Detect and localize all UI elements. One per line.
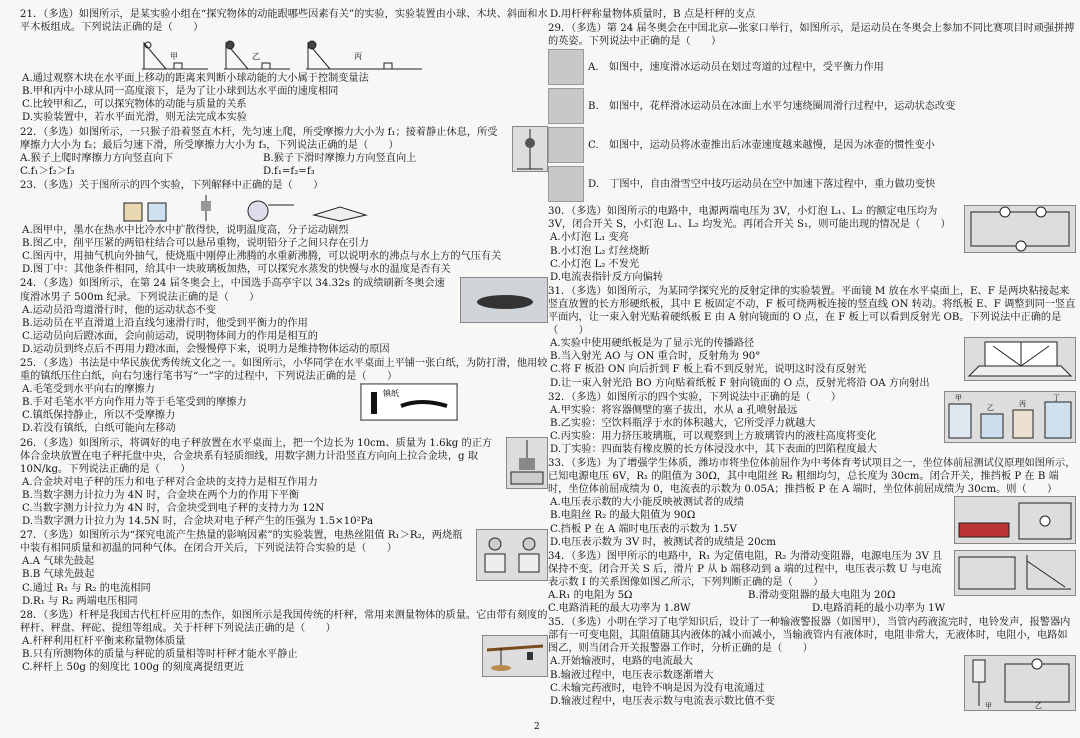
variable-resistor-circuit-figure [954,550,1076,596]
option-c: C.f₁＞f₂＞f₃ [20,165,75,177]
option-a: A. 如图中，速度滑冰运动员在划过弯道的过程中，受平衡力作用 [588,61,884,73]
question-23-figure [120,193,548,223]
question-stem: 33．（多选）为了增强学生体质，潍坊市将坐位体前屈作为中考体育考试项目之一，坐位体前屈测试仪原理如图所示，已知电源电压 6V，R₁ 的阻值为 30Ω，其中电阻丝 R₂ 粗细均匀，总长度为 30cm。闭合开关，推挡板 P 在 B 端时，坐位体前屈成绩为 0，电流表的示数为 0.05A；推挡板 P 在 A 端时，坐位体前屈成绩为 30cm。则（ ） [548,458,1076,496]
option-d: D.电流表指针反方向偏转 [550,271,663,283]
figure-label-yi: 乙 [987,403,994,412]
question-stem: 22．（多选）如图所示，一只猴子沿着竖直木杆，先匀速上爬，所受摩擦力大小为 f₁；接着静止休息，所受摩擦力大小为 f₂；最后匀速下滑，所受摩擦力大小为 f₃，下列说法正确的是（ ） [20,126,498,151]
option-d: D.电路消耗的最小功率为 1W [812,603,946,615]
heating-flask-figure [476,529,548,581]
curling-photo [548,127,584,163]
option-a: A.毛笔受到水平向右的摩擦力 [22,384,155,396]
option-b: B.B 气球先鼓起 [22,569,95,581]
question-stem: 25．（多选）书法是中华民族优秀传统文化之一。如图所示，小华同学在水平桌面上平铺一张白纸，为防打滑，他用较重的镇纸压住白纸，向右匀速行笔书写“一”字的过程中，下列说法正确的是（ ） [20,357,548,383]
question-stem: 24．（多选）如图所示，在第 24 届冬奥会上，中国选手高亭宇以 34.32s 的成绩刷新冬奥会速度滑冰男子 500m 纪录。下列说法正确的是（ ） [20,278,445,303]
figure-label-ding: 丁 [1053,393,1060,402]
option-c: C.镇纸保持静止，所以不受摩擦力 [22,410,176,422]
option-a: A.开始输液时，电路的电流最大 [550,656,694,668]
option-c: C.丙实验：用力挤压玻璃瓶，可以观察到上方玻璃管内的液柱高度将变化 [550,430,877,442]
option-b: B.只有所测物体的质量与秤砣的质量相等时杆秤才能水平静止 [22,649,298,661]
option-b: B.猴子下滑时摩擦力方向竖直向上 [263,152,417,164]
option-b: B.滑动变阻器的最大电阻为 20Ω [748,590,896,601]
question-30 [548,205,1076,284]
option-d: D. 丁图中，自由滑雪空中技巧运动员在空中加速下落过程中，重力做功变快 [588,178,936,190]
steelyard-figure [482,635,548,677]
glass-plate-figure [310,193,370,223]
incline-figure-yi [222,37,292,71]
monkey-pole-figure [512,126,548,172]
figure-label-yi: 乙 [1035,702,1042,711]
speed-skater-photo [460,277,548,323]
question-stem: 28．（多选）杆秤是我国古代杠杆应用的杰作，如图所示是我国传统的杆秤，常用来测量物体的质量。它由带有刻度的秤杆、秤盘、秤砣、提纽等组成。关于杆秤下列说法正确的是（ ） [20,609,548,634]
question-28 [20,609,548,674]
option-b: B.甲和丙中小球从同一高度滚下，是为了让小球到达水平面的速度相同 [22,86,339,98]
question-stem: 32．（多选）如图所示的四个实验，下列说法中正确的是（ ） [548,391,842,403]
question-35 [548,616,1076,711]
option-a: A.图甲中，墨水在热水中比冷水中扩散得快，说明温度高，分子运动剧烈 [22,225,349,237]
question-22 [20,126,548,178]
question-stem: 31．（多选）如图所示，为某同学探究光的反射定律的实验装置。平面镜 M 放在水平桌面上，E、F 是两块粘接起来竖直放置的长方形硬纸板，其中 E 板固定不动，F 板可绕两板连接的竖直线 ON 转动。将纸板 E、F 调整到同一竖直平面内，让一束入射光贴着硬纸板 E 由 A 射向镜面的 O 点，在 F 板上可以看到反射光 OB。下列说法中正确的是（ ） [548,285,1076,337]
option-b: B.电阻丝 R₂ 的最大阻值为 90Ω [550,510,696,522]
option-a: A.R₁ 的电阻为 5Ω [548,590,633,601]
question-stem: 29．（多选）第 24 届冬奥会在中国北京—张家口举行，如图所示，是运动员在冬奥会上参加不同比赛项目时顽强拼搏的英姿。下列说法中正确的是（ ） [548,23,1075,48]
option-d: D.f₁=f₂=f₃ [263,165,315,177]
option-b: B. 如图中，花样滑冰运动员在冰面上水平匀速绕圈周滑行过程中，运动状态改变 [588,100,956,112]
option-b: B.手对毛笔水平方向作用力等于毛笔受到的摩擦力 [22,397,247,409]
reflection-setup-diagram [964,337,1076,381]
aerial-skiing-photo [548,166,584,202]
option-b: B.当入射光 AO 与 ON 重合时，反射角为 90° [550,351,761,363]
question-29 [548,22,1076,202]
beaker-figure [120,193,174,223]
option-c: C.比较甲和乙，可以探究物体的动能与质量的关系 [22,99,247,111]
option-b: B.输液过程中，电压表示数逐渐增大 [550,669,714,681]
option-a: A.甲实验：将容器侧壁的塞子拔出，水从 a 孔喷射最远 [550,404,798,416]
question-34 [548,550,1076,615]
flask-figure [238,193,298,223]
figure-label-jia: 甲 [985,702,992,711]
option-a: A.杆秤利用杠杆平衡来称量物体质量 [22,635,186,647]
option-c: C.运动员向后蹬冰面，会向前运动，说明物体间力的作用是相互的 [22,330,318,342]
incline-figure-bing [304,37,424,71]
option-c: C.秤杆上 50g 的刻度比 100g 的刻度离提纽更近 [22,662,244,674]
option-a: A.小灯泡 L₁ 变亮 [550,232,629,244]
figure-skating-photo [548,88,584,124]
question-stem: 34．（多选）图甲所示的电路中，R₁ 为定值电阻，R₂ 为滑动变阻器，电源电压为 3V 且保持不变。闭合开关 S 后，滑片 P 从 b 端移动到 a 端的过程中，电压表示数 U 与电流表示数 I 的关系图像如图乙所示，下列判断正确的是（ ） [548,550,943,588]
option-d: D.丁实验：四面装有橡皮膜的长方体浸没水中，其下表面的凹陷程度最大 [550,443,877,455]
infusion-alarm-figure [964,655,1076,711]
option-a: A.通过观察木块在水平面上移动的距离来判断小球动能的大小属于控制变量法 [22,73,369,85]
figure-label-bing: 丙 [1019,399,1026,408]
option-d: D.电压表示数为 3V 时，被测试者的成绩是 20cm [550,536,776,548]
question-25 [20,357,548,436]
option-b: B.当数字测力计拉力为 4N 时，合金块在两个力的作用下平衡 [22,489,300,501]
question-32 [548,391,1076,456]
option-c: C.电路消耗的最大功率为 1.8W [548,603,691,615]
lead-cylinder-figure [186,193,226,223]
question-31 [548,285,1076,390]
option-d: D.R₁ 与 R₂ 两端电压相同 [22,595,138,607]
question-stem: 21．（多选）如图所示，是某实验小组在“探究物体的动能跟哪些因素有关”的实验，实验装置由小球、木块、斜面和水平木板组成。下列说法正确的是（ ） [20,9,548,34]
question-stem: 27．（多选）如图所示为“探究电流产生热量的影响因素”的实验装置，电热丝阻值 R₁＞R₂，两烧瓶中装有相同质量和初温的同种气体。在闭合开关后，下列说法符合实验的是（ ） [20,530,463,555]
figure-label-yi: 乙 [252,52,260,62]
question-21 [20,8,548,125]
option-a: A.A 气球先鼓起 [22,556,95,568]
option-d: D.实验装置中，若水平面光滑，则无法完成本实验 [22,112,247,124]
right-column [548,8,1076,711]
speed-skating-photo [548,49,584,85]
option-c: C.当数字测力计拉力为 4N 时，合金块受到电子秤的支持力为 12N [22,503,325,514]
left-column [20,8,548,677]
option-b: B.图乙中，削平压紧的两铅柱结合可以悬吊重物，说明铅分子之间只存在引力 [22,238,369,250]
figure-label-jia: 甲 [170,52,178,62]
option-c: C. 如图中，运动员将冰壶推出后冰壶速度越来越慢，是因为冰壶的惯性变小 [588,139,935,151]
option-b: B.运动员在平直滑道上沿直线匀速滑行时，他受到平衡力的作用 [22,317,308,329]
option-c: C.将 F 板沿 ON 向后折到 F 板上看不到反射光，说明这时没有反射光 [550,364,867,376]
option-a: A.运动员沿弯道滑行时，他的运动状态不变 [22,304,216,316]
electronic-scale-figure [506,437,548,489]
option-a: A.猴子上爬时摩擦力方向竖直向下 [20,152,174,164]
brush-paperweight-figure [360,383,458,421]
option-d: D.输液过程中，电压表示数与电流表示数比值不变 [550,695,775,707]
question-24 [20,277,548,356]
option-c: C.图丙中，用抽气机向外抽气，使烧瓶中刚停止沸腾的水重新沸腾，可以说明水的沸点与水上方的气压有关 [22,251,502,263]
option-b: B.乙实验：空饮料瓶浮于水的体积越大，它所受浮力就越大 [550,417,816,429]
option-d: D.图丁中：其他条件相同，给其中一块玻璃板加热，可以探究水蒸发的快慢与水的温度是否有关 [22,264,451,276]
question-33 [548,457,1076,549]
page-number: 2 [534,722,540,732]
option-d: D.让一束入射光沿 BO 方向贴着纸板 F 射向镜面的 O 点，反射光将沿 OA 方向射出 [550,377,930,389]
option-a: A.合金块对电子秤的压力和电子秤对合金块的支持力是相互作用力 [22,476,318,488]
option-c: C.通过 R₁ 与 R₂ 的电流相同 [22,582,151,594]
option-a: A.电压表示数的大小能反映被测试者的成绩 [550,497,744,509]
option-c: C.未输完药液时，电铃不响是因为没有电流通过 [550,682,765,694]
question-stem: 26．（多选）如图所示，将调好的电子秤放置在水平桌面上，把一个边长为 10cm、质量为 1.6kg 的正方体合金块放置在电子秤托盘中央，合金块系有轻质细线，用数字测力计沿竖直方向向上拉合金块，g 取 10N/kg。下列说法正确的是（ ） [20,437,493,475]
option-a: A.实验中使用硬纸板是为了显示光的传播路径 [550,338,755,350]
question-23 [20,179,548,276]
figure-label-jia: 甲 [955,393,962,402]
question-stem: 35．（多选）小明在学习了电学知识后，设计了一种输液警报器（如图甲），当管内药液流完时，电铃发声，报警器内部有一可变电阻，其阻值随其内液体的减小而减小，当输液管内有液体时，电阻非常大，无液体时，电阻小，电路如图乙，则当闭合开关报警器工作时，分析正确的是（ ） [548,617,1071,655]
question-28-continued [548,8,1076,21]
figure-label-bing: 丙 [354,52,362,62]
question-stem: 23．（多选）关于图所示的四个实验，下列解释中正确的是（ ） [20,179,324,191]
option-d: D.运动员到终点后不再用力蹬冰面，会慢慢停下来，说明力是维持物体运动的原因 [22,343,390,355]
option-d: D.若没有镇纸，白纸可能向左移动 [22,423,176,435]
question-26 [20,437,548,529]
figure-label-paperweight: 镇纸 [383,389,399,399]
option-c: C.挡板 P 在 A 端时电压表的示数为 1.5V [550,523,737,535]
circuit-diagram [964,205,1076,253]
question-21-figure [140,35,548,71]
incline-figure-jia [140,37,210,71]
option-d: D.用杆秤称量物体质量时，B 点是杆秤的支点 [550,9,756,20]
option-b: B.小灯泡 L₂ 灯丝烧断 [550,245,650,257]
question-27 [20,529,548,608]
sit-and-reach-device-figure [954,496,1076,544]
option-d: D.当数字测力计拉力为 14.5N 时，合金块对电子秤产生的压强为 1.5×10²Pa [22,516,374,528]
question-stem: 30．（多选）如图所示的电路中，电源两端电压为 3V，小灯泡 L₁、L₂ 的额定电压均为 3V，闭合开关 S，小灯泡 L₁、L₂ 均发光。再闭合开关 S₁，则可能出现的情况是（ ） [548,206,951,231]
option-c: C.小灯泡 L₂ 不发光 [550,258,640,270]
four-experiments-figure [944,391,1076,443]
